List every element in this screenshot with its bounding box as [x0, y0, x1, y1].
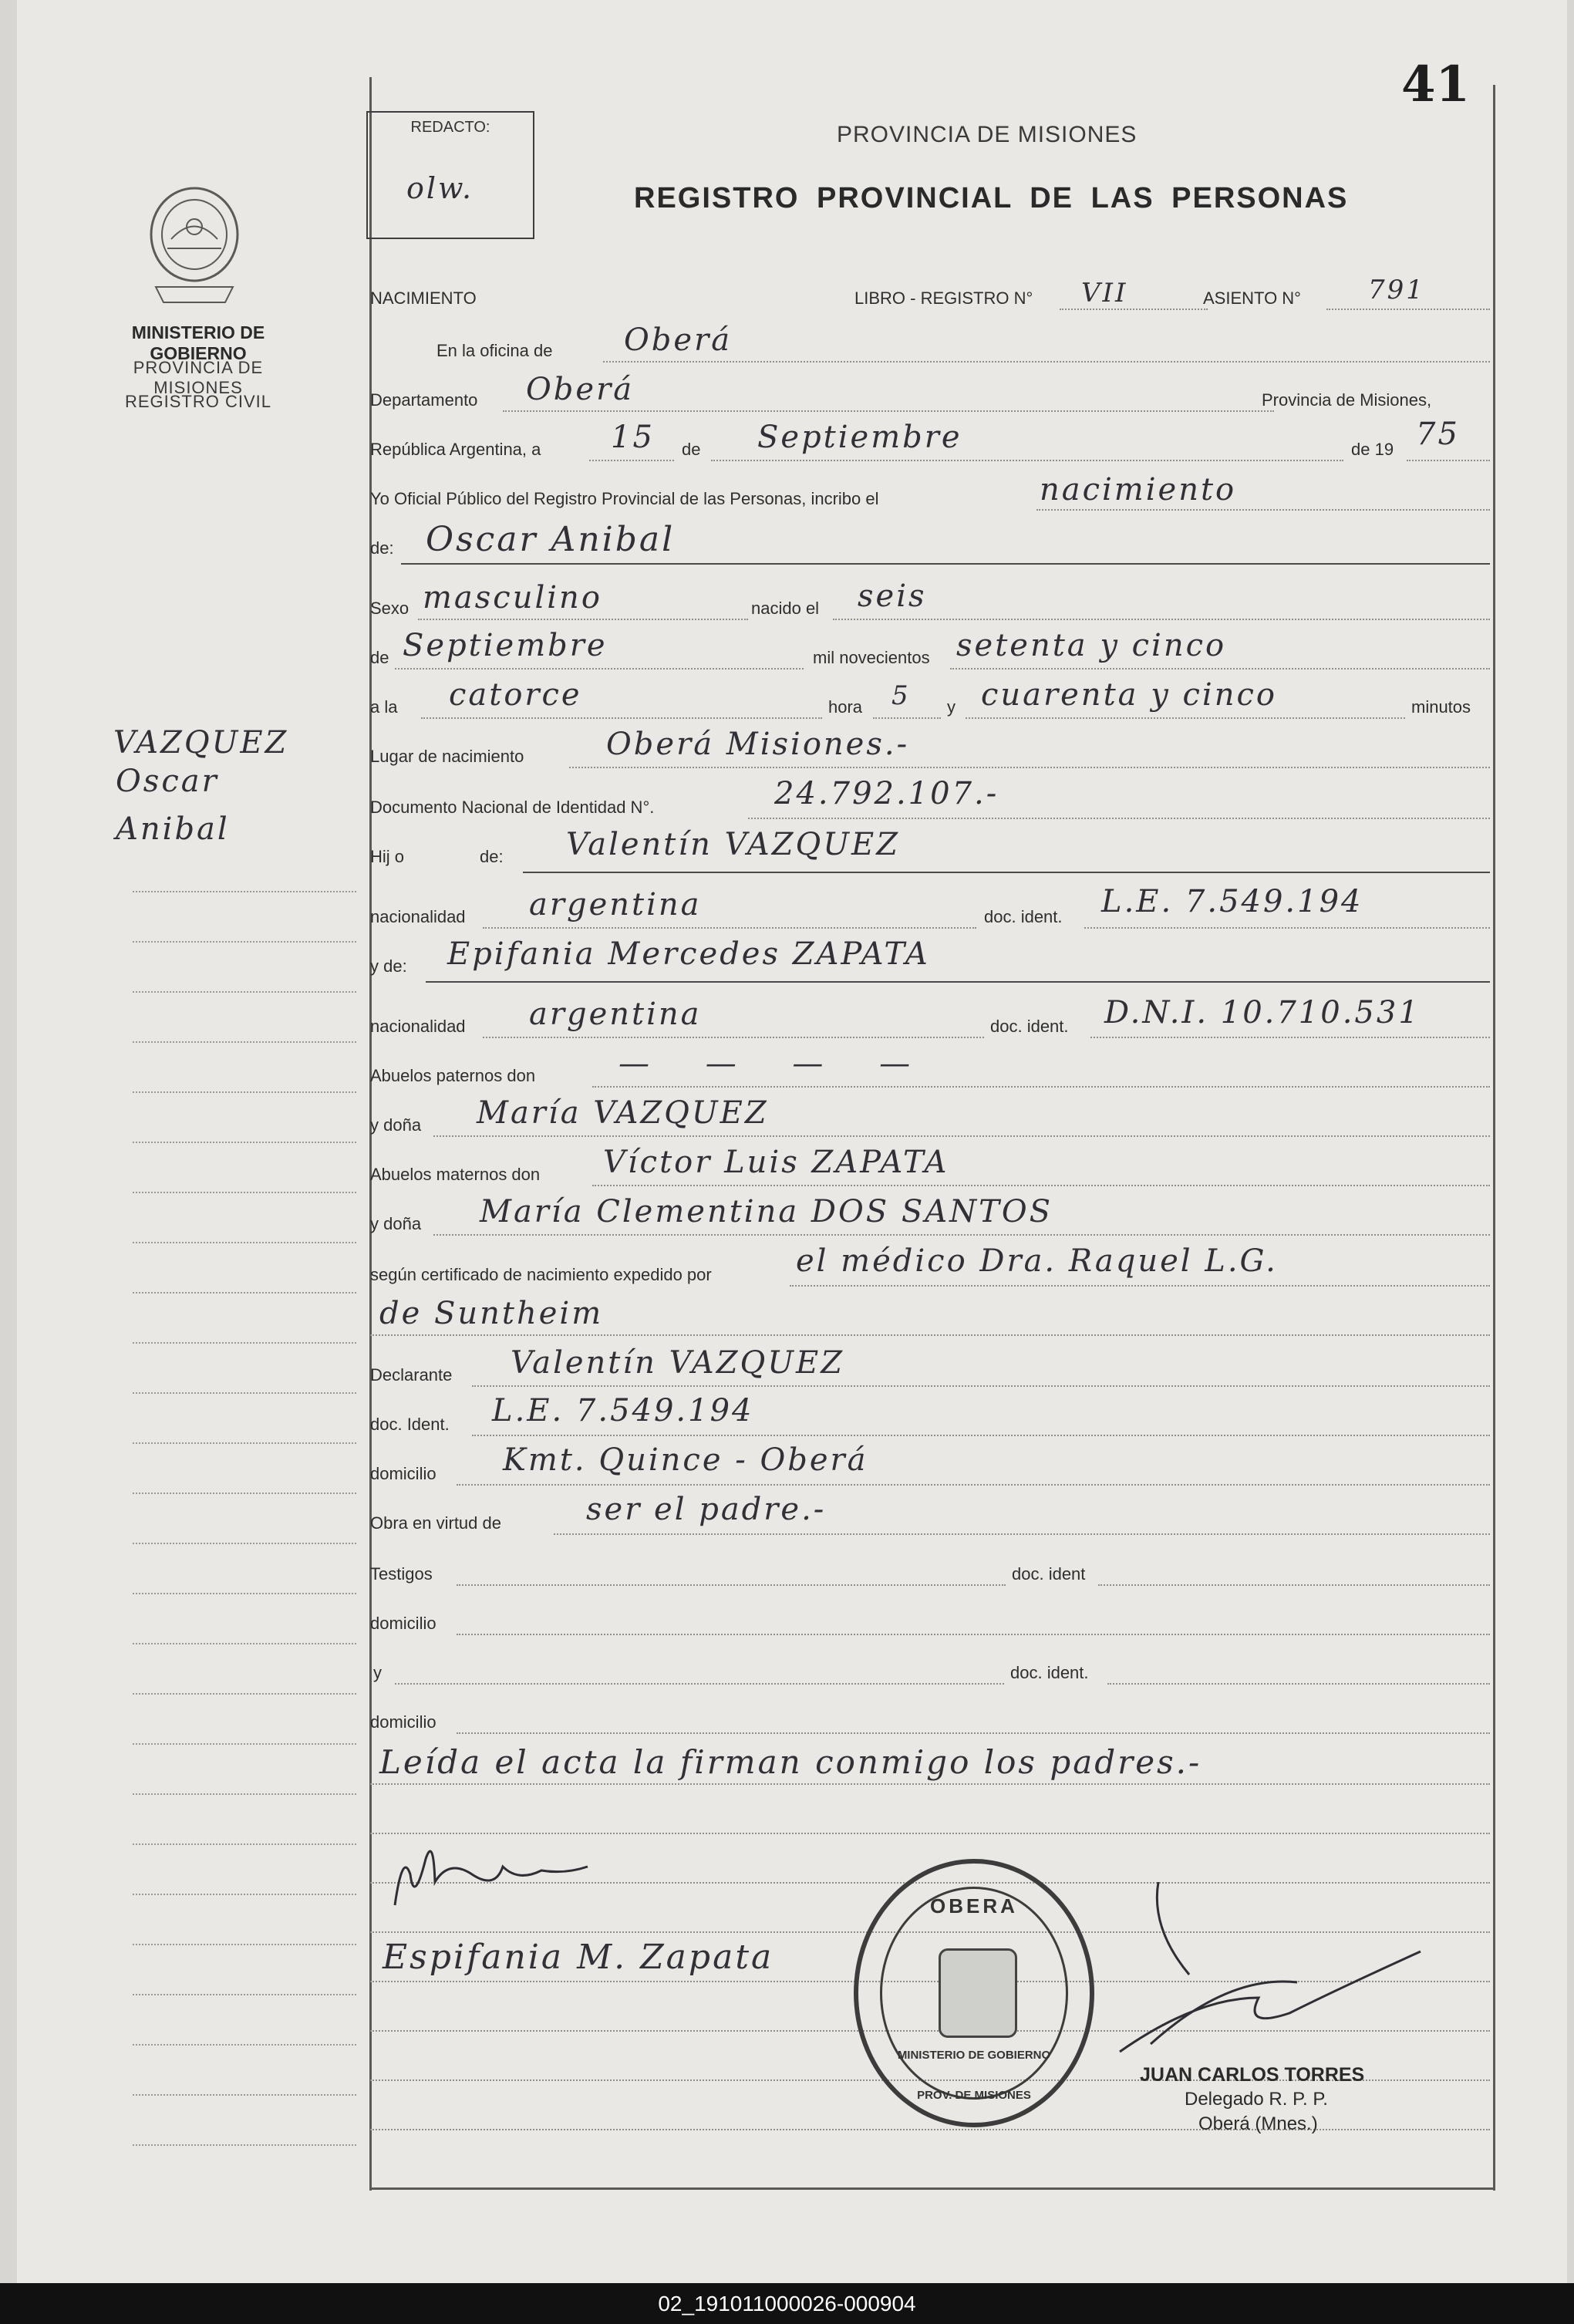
official-name: JUAN CARLOS TORRES: [1140, 2064, 1365, 2086]
anio-value: 75: [1416, 417, 1460, 452]
mes-value: Septiembre: [757, 420, 962, 455]
page-number: 41: [1401, 56, 1471, 113]
asiento-label: ASIENTO N°: [1203, 288, 1301, 308]
nac2-label: nacionalidad: [370, 1017, 466, 1036]
anio2-value: setenta y cinco: [956, 628, 1227, 663]
nombre-value: Oscar Anibal: [426, 520, 676, 559]
official-signature: [1104, 1882, 1428, 2071]
certificado-value: el médico Dra. Raquel L.G.: [796, 1243, 1278, 1279]
father-signature: [387, 1828, 603, 1924]
oficina-label: En la oficina de: [436, 341, 553, 360]
ydona1-label: y doña: [370, 1115, 422, 1135]
sexo-label: Sexo: [370, 599, 410, 618]
docdecl-label: doc. Ident.: [370, 1415, 450, 1434]
redacto-box: [366, 111, 534, 239]
doc2-value: D.N.I. 10.710.531: [1104, 995, 1421, 1030]
frame-bottom-border: [369, 2187, 1495, 2190]
hora-num: 5: [891, 680, 911, 711]
obra-label: Obra en virtud de: [370, 1513, 501, 1533]
redacto-value: olw.: [406, 171, 474, 205]
official-place: Oberá (Mnes.): [1198, 2113, 1318, 2134]
document-page: [17, 0, 1567, 2283]
minutos-label: minutos: [1411, 697, 1471, 717]
header-province: PROVINCIA DE MISIONES: [837, 122, 1138, 147]
official-title: Delegado R. P. P.: [1185, 2089, 1328, 2110]
oficial-value: nacimiento: [1040, 472, 1237, 508]
nac2-value: argentina: [529, 997, 702, 1032]
republica-label: República Argentina, a: [370, 440, 541, 459]
domicilio-label: domicilio: [370, 1464, 436, 1483]
abuela-pat-value: María VAZQUEZ: [477, 1095, 769, 1131]
libro-value: VII: [1081, 278, 1128, 309]
lugar-value: Oberá Misiones.-: [606, 727, 910, 762]
certificado-value2: de Suntheim: [379, 1296, 604, 1331]
y-label: y: [947, 697, 956, 717]
ministry-line2: PROVINCIA DE MISIONES: [133, 358, 264, 397]
ministry-seal-icon: [140, 179, 248, 318]
ministry-line3: REGISTRO CIVIL: [124, 392, 272, 411]
departamento-value: Oberá: [526, 372, 635, 407]
domicilio2-label: domicilio: [370, 1614, 436, 1633]
minutos-value: cuarenta y cinco: [981, 677, 1277, 713]
doc1-value: L.E. 7.549.194: [1101, 884, 1363, 919]
nacido-value: seis: [858, 578, 927, 614]
margin-name2: Anibal: [116, 811, 230, 847]
obra-value: ser el padre.-: [586, 1492, 827, 1527]
stamp-bottom: PROV. DE MISIONES: [917, 2089, 1031, 2102]
stamp-inner-text: MINISTERIO DE GOBIERNO: [897, 2049, 1051, 2062]
stamp-top: OBERA: [930, 1894, 1018, 1918]
de-label: de: [682, 440, 701, 459]
footer-id-bar: 02_191011000026-000904: [0, 2283, 1574, 2324]
doc-ident-label: doc. ident: [1012, 1564, 1086, 1584]
closing-text: Leída el acta la firman conmigo los padres.-: [379, 1743, 1202, 1781]
madre-value: Epifania Mercedes ZAPATA: [447, 936, 930, 972]
provincia-label: Provincia de Misiones,: [1262, 390, 1432, 410]
departamento-label: Departamento: [370, 390, 478, 410]
doc1-label: doc. ident.: [984, 907, 1063, 926]
official-seal-stamp: [854, 1859, 1094, 2127]
abuela-mat-value: María Clementina DOS SANTOS: [480, 1194, 1053, 1229]
certificado-label: según certificado de nacimiento expedido por: [370, 1265, 712, 1284]
sexo-value: masculino: [423, 580, 602, 616]
doc-ident2-label: doc. ident.: [1010, 1663, 1089, 1682]
asiento-value: 791: [1368, 275, 1425, 305]
ala-label: a la: [370, 697, 398, 717]
hora-label: hora: [828, 697, 863, 717]
margin-surname: VAZQUEZ: [113, 725, 289, 761]
abuelo-mat-value: Víctor Luis ZAPATA: [603, 1145, 949, 1180]
mother-signature: Espifania M. Zapata: [383, 1938, 774, 1977]
hijo-label: Hij o: [370, 847, 405, 866]
declarante-value: Valentín VAZQUEZ: [511, 1345, 844, 1381]
yde-label: y de:: [370, 956, 407, 976]
nac1-label: nacionalidad: [370, 907, 466, 926]
nacido-label: nacido el: [751, 599, 820, 618]
declarante-label: Declarante: [370, 1365, 453, 1385]
abuelos-pat-value: — — — —: [618, 1046, 934, 1081]
domicilio3-label: domicilio: [370, 1712, 436, 1732]
de2-label: de:: [370, 538, 394, 558]
dni-value: 24.792.107.-: [774, 776, 999, 811]
stamp-emblem-icon: [939, 1948, 1017, 2038]
testigos-label: Testigos: [370, 1564, 433, 1584]
oficial-label: Yo Oficial Público del Registro Provincial de las Personas, incribo el: [370, 489, 879, 508]
ydona2-label: y doña: [370, 1214, 422, 1233]
frame-right-border: [1493, 85, 1495, 2191]
doc2-label: doc. ident.: [990, 1017, 1069, 1036]
dia-value: 15: [611, 420, 655, 455]
hijo-de-label: de:: [480, 847, 504, 866]
de3-label: de: [370, 648, 389, 667]
oficina-value: Oberá: [624, 322, 733, 358]
docdecl-value: L.E. 7.549.194: [492, 1393, 754, 1428]
de19-label: de 19: [1351, 440, 1394, 459]
abuelos-mat-label: Abuelos maternos don: [370, 1165, 541, 1184]
nac1-value: argentina: [529, 887, 702, 923]
margin-name1: Oscar: [116, 764, 219, 799]
ministry-line1: MINISTERIO DE GOBIERNO: [131, 322, 265, 363]
dni-label: Documento Nacional de Identidad N°.: [370, 798, 655, 817]
domicilio-value: Kmt. Quince - Oberá: [503, 1442, 868, 1478]
lugar-label: Lugar de nacimiento: [370, 747, 524, 766]
y2-label: y: [373, 1663, 382, 1682]
padre-value: Valentín VAZQUEZ: [566, 827, 900, 862]
abuelos-pat-label: Abuelos paternos don: [370, 1066, 536, 1085]
header-registry: REGISTRO PROVINCIAL DE LAS PERSONAS: [634, 182, 1349, 214]
redacto-label: REDACTO:: [410, 119, 490, 136]
mil-label: mil novecientos: [813, 648, 930, 667]
libro-label: LIBRO - REGISTRO N°: [854, 288, 1033, 308]
mes2-value: Septiembre: [403, 628, 608, 663]
nacimiento-label: NACIMIENTO: [370, 288, 477, 308]
hora-value: catorce: [449, 677, 582, 713]
